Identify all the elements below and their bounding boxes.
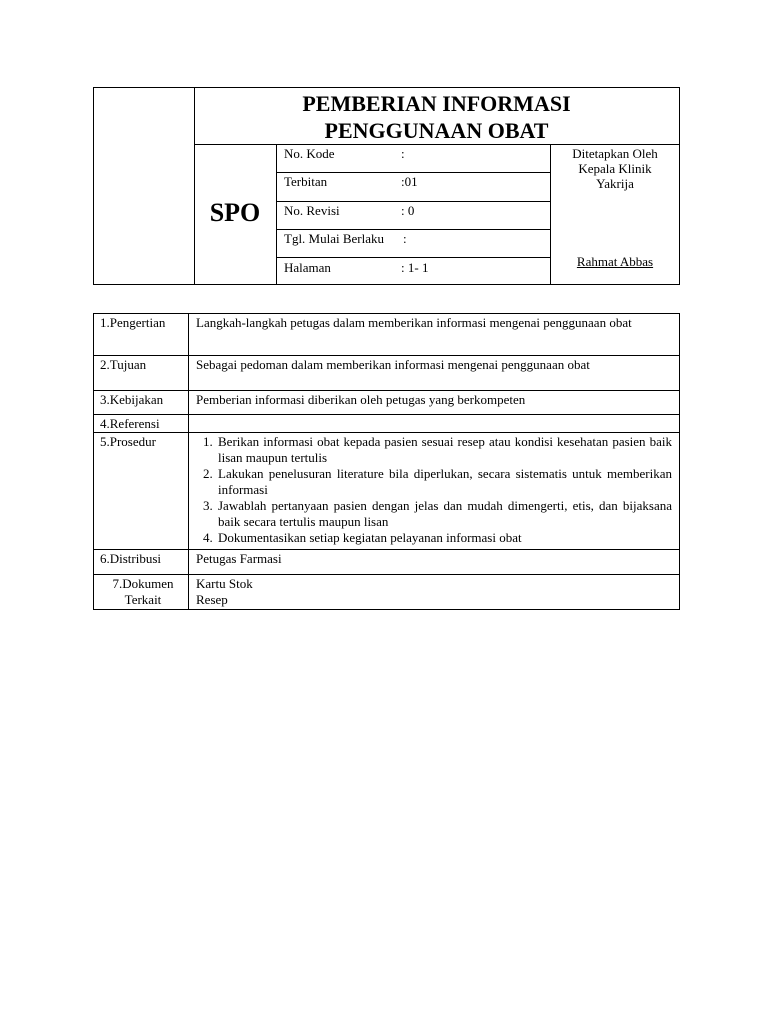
row-distribusi: [94, 550, 680, 575]
row-kebijakan: [94, 391, 680, 415]
row-label: [94, 575, 189, 610]
doc-type-label: SPO: [209, 198, 261, 227]
procedure-step: 1. Berikan informasi obat kepada pasien sesuai resep atau kondisi kesehatan pasien baik lisan maupun tertulis: [216, 434, 672, 466]
procedure-step: 2. Lakukan penelusuran literature bila diperlukan, secara sistematis untuk memberikan informasi: [216, 466, 672, 498]
row-label-line: 7.Dokumen: [112, 576, 174, 591]
signer-name: Rahmat Abbas: [576, 254, 654, 269]
row-content: Sebagai pedoman dalam memberikan informasi mengenai penggunaan obat: [189, 356, 680, 391]
row-label: 1.Pengertian: [94, 314, 189, 356]
approval-line: Yakrija: [596, 176, 634, 191]
row-tujuan: [94, 356, 680, 391]
procedure-table: [93, 313, 680, 610]
field-label: Tgl. Mulai Berlaku: [284, 231, 385, 246]
title-line-2: PENGGUNAAN OBAT: [324, 118, 549, 143]
field-label: Halaman: [284, 260, 331, 275]
row-label: 6.Distribusi: [94, 550, 189, 575]
row-content: [189, 433, 680, 550]
row-content: Pemberian informasi diberikan oleh petugas yang berkompeten: [189, 391, 680, 415]
field-value: :01: [401, 174, 418, 189]
field-divider: [276, 257, 550, 258]
procedure-step: 3. Jawablah pertanyaan pasien dengan jelas dan mudah dimengerti, etis, dan bijaksana baik secara tertulis maupun lisan: [216, 498, 672, 530]
row-dokumen-terkait: [94, 575, 680, 610]
row-content: [189, 415, 680, 433]
approval-line: Ditetapkan Oleh: [572, 146, 658, 161]
spo-header-table: [93, 87, 680, 285]
row-label: 4.Referensi: [94, 415, 189, 433]
row-content: [189, 575, 680, 610]
title-line-1: PEMBERIAN INFORMASI: [302, 91, 571, 116]
field-divider: [276, 229, 550, 230]
related-document: Kartu Stok: [196, 576, 253, 591]
approval-block: [551, 146, 679, 191]
field-value: :: [401, 146, 405, 161]
row-label: 5.Prosedur: [94, 433, 189, 550]
procedure-step: 4. Dokumentasikan setiap kegiatan pelayanan informasi obat: [216, 530, 672, 546]
field-divider: [276, 201, 550, 202]
approval-line: Kepala Klinik: [578, 161, 652, 176]
procedure-steps: [196, 434, 672, 546]
field-divider: [276, 172, 550, 173]
related-document: Resep: [196, 592, 228, 607]
field-value: : 0: [401, 203, 415, 218]
row-label: 2.Tujuan: [94, 356, 189, 391]
field-value: : 1- 1: [401, 260, 429, 275]
row-label-line: Terkait: [124, 592, 162, 607]
header-divider: [276, 144, 277, 284]
header-divider: [194, 144, 679, 145]
field-label: No. Kode: [284, 146, 335, 161]
row-pengertian: [94, 314, 680, 356]
row-content: Petugas Farmasi: [189, 550, 680, 575]
field-label: Terbitan: [284, 174, 328, 189]
field-value: :: [403, 231, 407, 246]
document-title: [194, 90, 679, 144]
row-content: Langkah-langkah petugas dalam memberikan informasi mengenai penggunaan obat: [189, 314, 680, 356]
row-label: 3.Kebijakan: [94, 391, 189, 415]
row-prosedur: [94, 433, 680, 550]
row-referensi: [94, 415, 680, 433]
field-label: No. Revisi: [284, 203, 340, 218]
